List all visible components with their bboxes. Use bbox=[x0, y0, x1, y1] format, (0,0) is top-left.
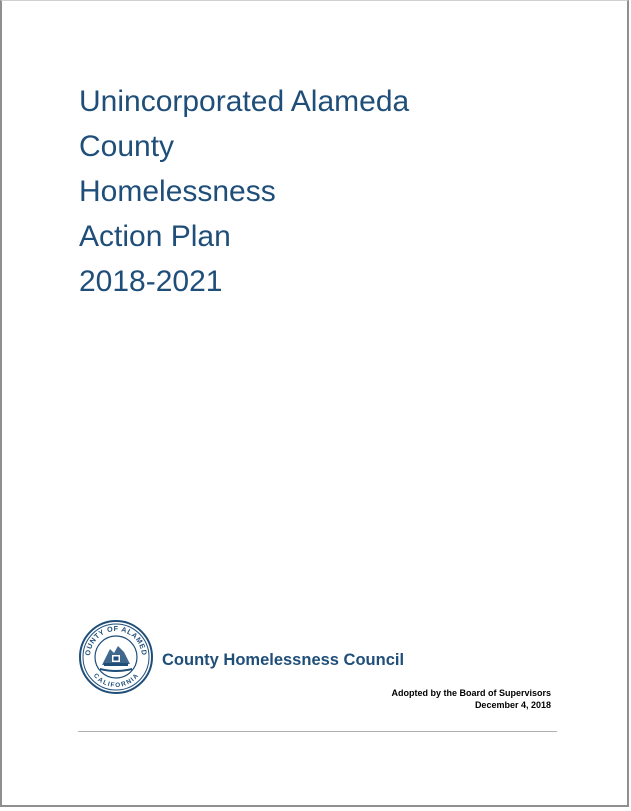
adoption-note bbox=[391, 687, 551, 711]
title-line-1: Unincorporated Alameda bbox=[79, 85, 410, 118]
seal-emblem-icon bbox=[78, 619, 154, 695]
title-line-5: 2018-2021 bbox=[79, 265, 223, 298]
adoption-line-1: Adopted by the Board of Supervisors bbox=[391, 688, 551, 698]
svg-text:CALIFORNIA: CALIFORNIA bbox=[91, 672, 141, 690]
title-line-4: Action Plan bbox=[79, 220, 231, 253]
svg-text:COUNTY OF ALAMEDA: OUNTY OF ALAMED bbox=[82, 623, 150, 657]
title-line-3: Homelessness bbox=[79, 175, 276, 208]
county-seal-logo bbox=[78, 619, 154, 695]
title-line-2: County bbox=[79, 130, 175, 163]
footer-divider bbox=[78, 731, 557, 732]
adoption-date: December 4, 2018 bbox=[474, 700, 551, 710]
document-title bbox=[79, 79, 559, 304]
council-name: County Homelessness Council bbox=[162, 651, 405, 669]
